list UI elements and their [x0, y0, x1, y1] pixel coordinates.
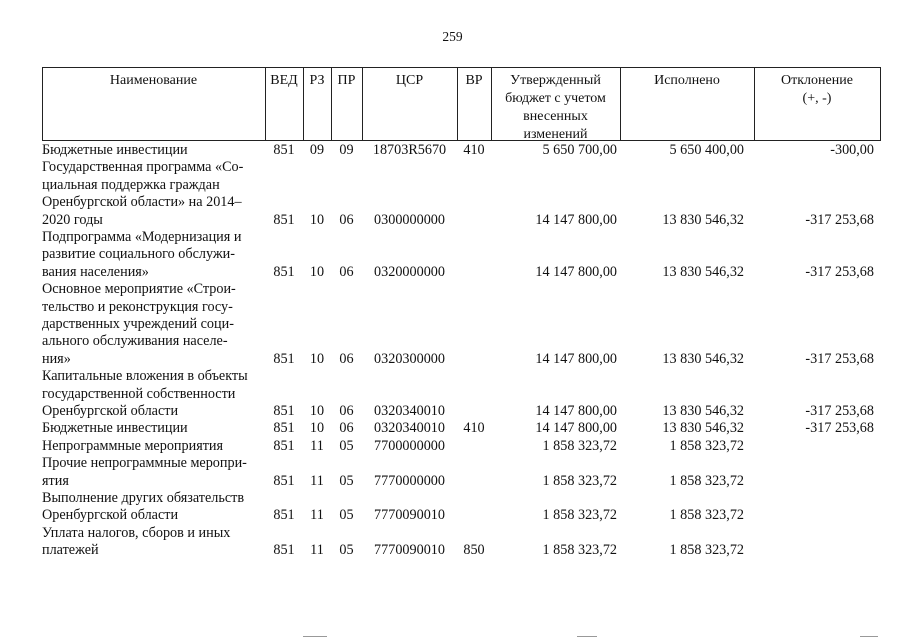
row-deviation: -317 253,68: [805, 420, 874, 437]
header-top-rule: [42, 67, 881, 68]
row-executed: 1 858 323,72: [669, 542, 744, 559]
row-deviation: -300,00: [830, 142, 874, 158]
row-ved: 851: [273, 350, 295, 367]
row-csr: 7700000000: [374, 437, 445, 454]
row-ved: 851: [273, 437, 295, 454]
row-executed: 13 830 546,32: [662, 263, 744, 280]
row-deviation: -317 253,68: [805, 403, 874, 419]
row-executed: 1 858 323,72: [669, 437, 744, 454]
row-pr: 06: [339, 211, 354, 228]
row-pr: 06: [339, 420, 354, 437]
row-vr: 410: [463, 142, 485, 158]
row-name-line: ния»: [42, 350, 71, 367]
row-rz: 10: [309, 211, 325, 228]
scan-mark: [860, 636, 878, 637]
header-deviation-line: (+, -): [802, 91, 832, 106]
row-name-line: ального обслуживания населе-: [42, 333, 228, 350]
row-budget: 1 858 323,72: [542, 437, 617, 454]
row-executed: 13 830 546,32: [662, 403, 744, 419]
row-ved: 851: [273, 142, 295, 158]
row-name-line: циальная поддержка граждан: [42, 176, 220, 193]
row-name-line: Капитальные вложения в объекты: [42, 368, 248, 385]
header-vr: ВР: [465, 73, 483, 88]
row-deviation: -317 253,68: [805, 211, 874, 228]
header-csr: ЦСР: [395, 73, 424, 88]
row-executed: 13 830 546,32: [662, 420, 744, 437]
row-rz: 11: [310, 437, 324, 454]
header-bottom-rule: [42, 140, 881, 141]
row-rz: 10: [309, 350, 325, 367]
row-executed: 13 830 546,32: [662, 211, 744, 228]
row-deviation: -317 253,68: [805, 263, 874, 280]
row-name-line: 2020 годы: [42, 211, 103, 228]
row-pr: 06: [339, 403, 354, 419]
row-budget: 1 858 323,72: [542, 542, 617, 559]
row-name-line: Оренбургской области» на 2014–: [42, 194, 242, 211]
row-ved: 851: [273, 507, 295, 524]
page-number: 259: [442, 29, 463, 44]
scan-mark: [303, 636, 327, 637]
row-executed: 13 830 546,32: [662, 350, 744, 367]
row-name-line: платежей: [42, 542, 99, 559]
header-deviation-line: Отклонение: [781, 73, 853, 88]
header-budget-line: внесенных: [523, 109, 588, 124]
header-deviation: [754, 72, 880, 108]
row-name-line: тельство и реконструкция госу-: [42, 298, 233, 315]
row-csr: 7770090010: [374, 507, 445, 524]
row-ved: 851: [273, 403, 295, 419]
row-name-line: дарственных учреждений соци-: [42, 316, 234, 332]
header-budget: [491, 72, 620, 144]
row-name-line: Подпрограмма «Модернизация и: [42, 229, 242, 245]
row-pr: 05: [339, 542, 354, 559]
row-name-line: Оренбургской области: [42, 507, 179, 524]
row-csr: 0300000000: [374, 211, 445, 228]
scan-mark: [577, 636, 597, 637]
row-name-line: вания населения»: [42, 263, 149, 280]
row-name-line: Государственная программа «Со-: [42, 159, 244, 176]
row-name-line: развитие социального обслужи-: [42, 246, 235, 263]
row-csr: 18703R5670: [372, 142, 447, 158]
row-vr: 410: [463, 420, 485, 437]
header-executed: Исполнено: [654, 73, 720, 88]
row-rz: 11: [310, 542, 324, 559]
row-ved: 851: [273, 211, 295, 228]
row-ved: 851: [273, 263, 295, 280]
row-name-line: Выполнение других обязательств: [42, 490, 245, 506]
row-budget: 14 147 800,00: [535, 263, 617, 280]
row-ved: 851: [273, 472, 295, 489]
row-pr: 09: [339, 142, 354, 158]
row-pr: 05: [339, 472, 354, 489]
row-executed: 1 858 323,72: [669, 507, 744, 524]
row-budget: 1 858 323,72: [542, 472, 617, 489]
header-ved: ВЕД: [270, 73, 298, 88]
row-budget: 14 147 800,00: [535, 211, 617, 228]
row-name-line: Непрограммные мероприятия: [42, 437, 224, 454]
row-vr: 850: [463, 542, 485, 559]
row-rz: 10: [309, 420, 325, 437]
row-rz: 09: [309, 142, 325, 158]
row-name-line: Основное мероприятие «Строи-: [42, 281, 236, 298]
row-name-line: Уплата налогов, сборов и иных: [42, 524, 231, 541]
row-rz: 10: [309, 403, 325, 419]
row-deviation: -317 253,68: [805, 350, 874, 367]
row-budget: 1 858 323,72: [542, 507, 617, 524]
row-csr: 7770090010: [374, 542, 445, 559]
header-rz: РЗ: [309, 73, 325, 88]
row-csr: 7770000000: [374, 472, 445, 489]
row-executed: 1 858 323,72: [669, 472, 744, 489]
row-csr: 0320300000: [374, 350, 445, 367]
row-name-line: ятия: [42, 472, 69, 489]
row-name-line: Бюджетные инвестиции: [42, 142, 188, 158]
row-budget: 14 147 800,00: [535, 350, 617, 367]
row-rz: 11: [310, 472, 324, 489]
row-pr: 05: [339, 507, 354, 524]
row-budget: 14 147 800,00: [535, 420, 617, 437]
row-name-line: Оренбургской области: [42, 403, 179, 419]
row-ved: 851: [273, 542, 295, 559]
row-csr: 0320340010: [374, 403, 445, 419]
column-divider: [880, 67, 881, 141]
row-rz: 11: [310, 507, 324, 524]
header-budget-line: Утвержденный: [510, 73, 601, 88]
row-executed: 5 650 400,00: [669, 142, 744, 158]
row-rz: 10: [309, 263, 325, 280]
header-pr: ПР: [337, 73, 356, 88]
row-csr: 0320340010: [374, 420, 445, 437]
row-name-line: Бюджетные инвестиции: [42, 420, 188, 437]
row-budget: 5 650 700,00: [542, 142, 617, 158]
row-csr: 0320000000: [374, 263, 445, 280]
row-ved: 851: [273, 420, 295, 437]
header-name: Наименование: [109, 73, 198, 88]
header-budget-line: бюджет с учетом: [505, 91, 606, 106]
row-budget: 14 147 800,00: [535, 403, 617, 419]
row-pr: 05: [339, 437, 354, 454]
row-name-line: Прочие непрограммные меропри-: [42, 455, 247, 472]
row-name-line: государственной собственности: [42, 385, 236, 402]
row-pr: 06: [339, 263, 354, 280]
row-pr: 06: [339, 350, 354, 367]
header-budget-line: изменений: [523, 127, 588, 142]
